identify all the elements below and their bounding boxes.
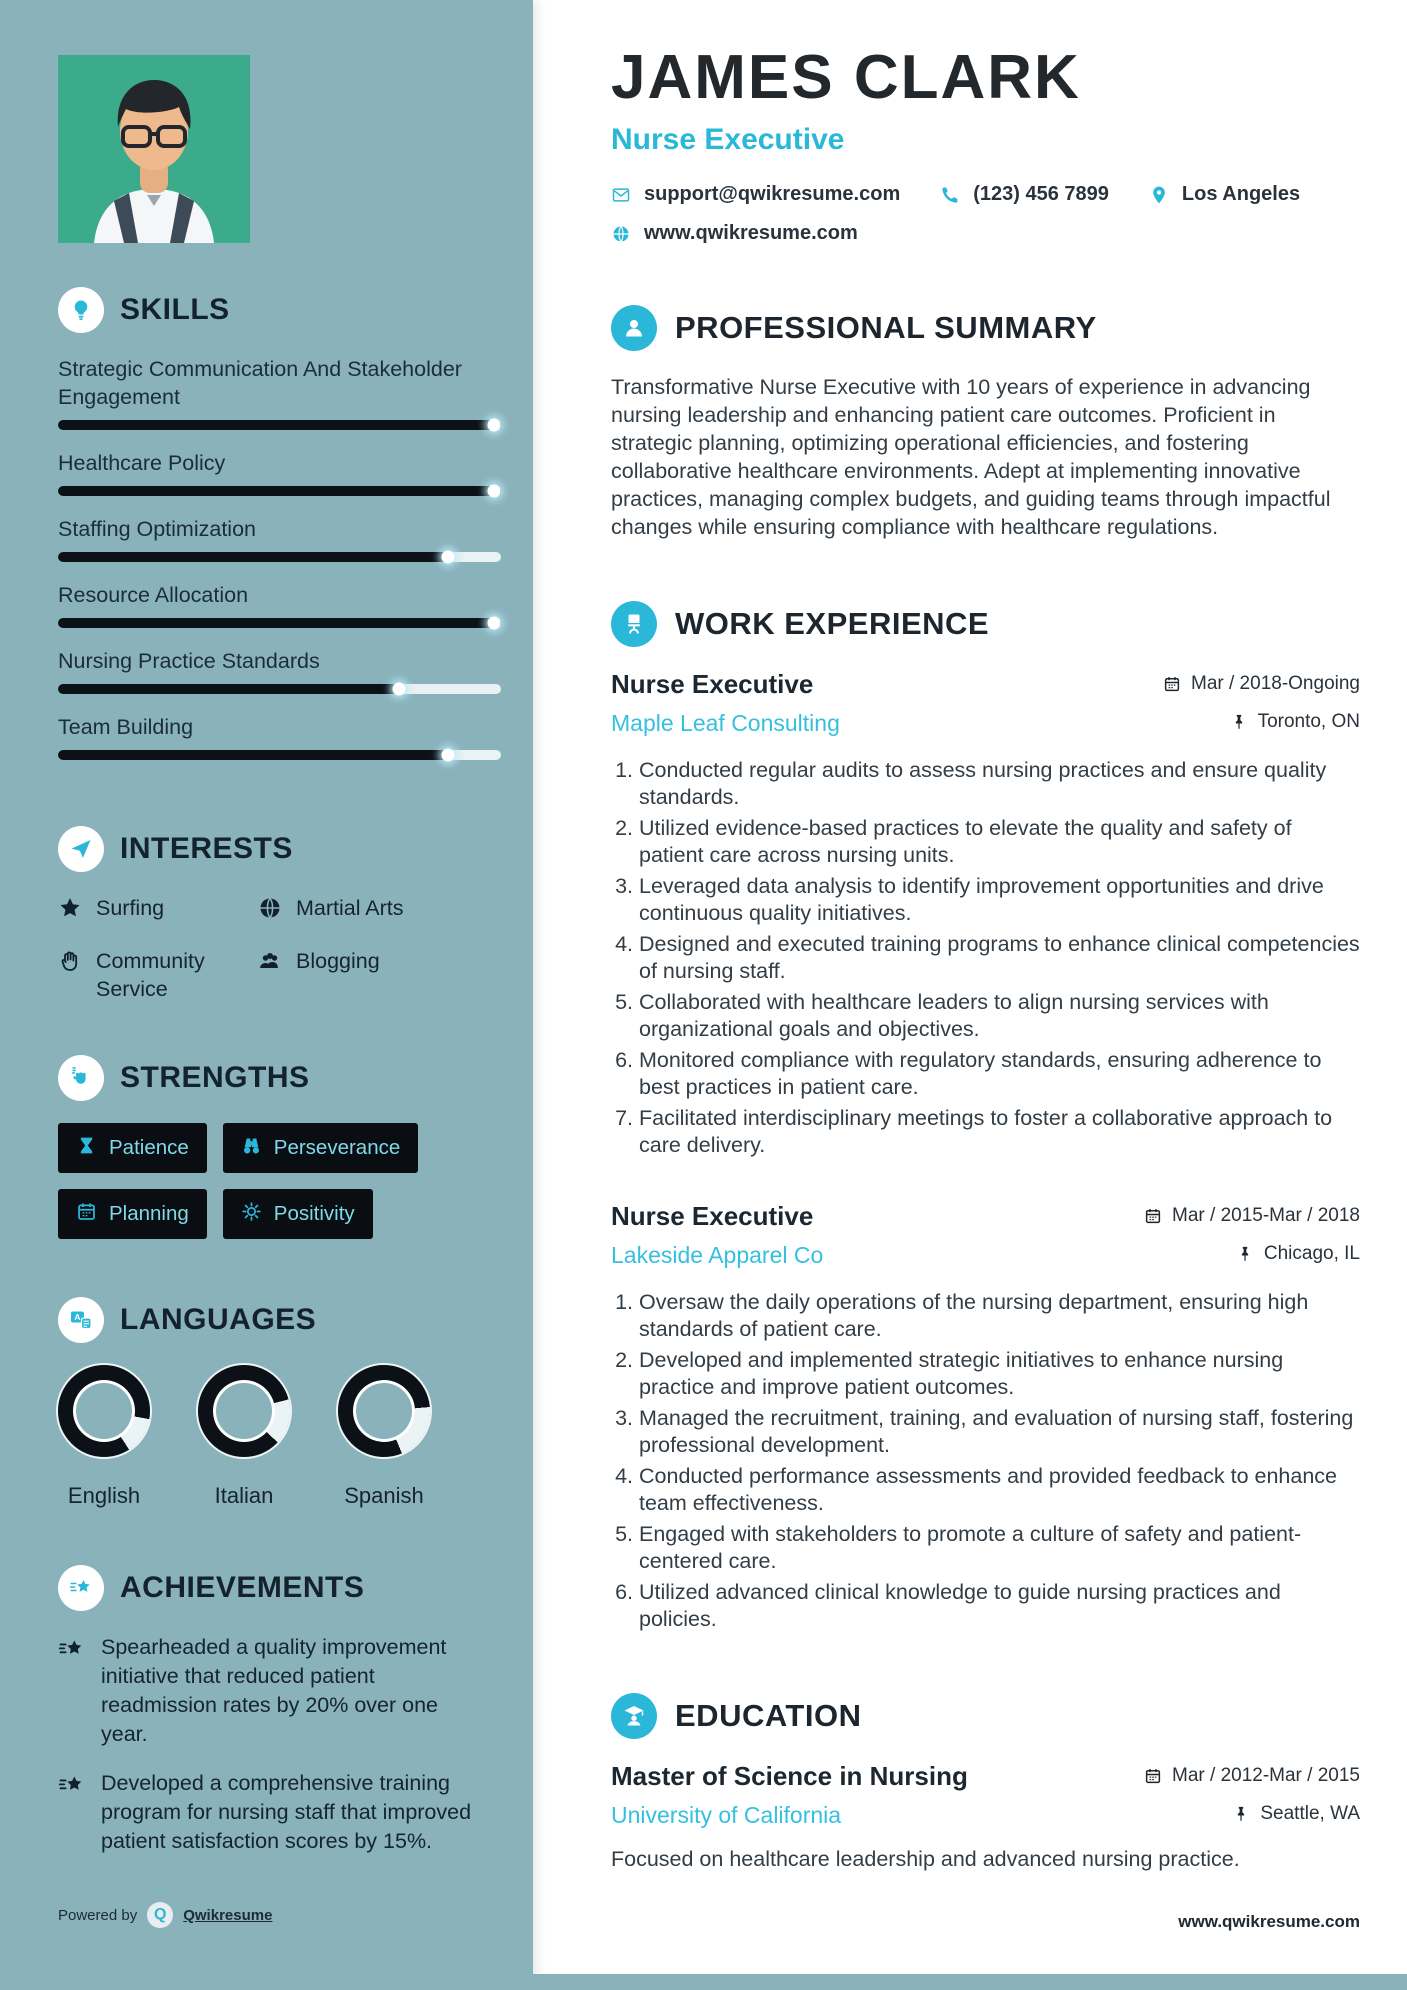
education-section: [611, 1693, 1360, 1873]
strength-badge: [58, 1189, 207, 1239]
education-dates: [1144, 1765, 1360, 1787]
summary-heading-row: [611, 305, 1360, 351]
skill-bar: [58, 750, 501, 760]
language-item: [198, 1365, 290, 1509]
paper-plane-icon: [58, 826, 104, 872]
skill-label: Healthcare Policy: [58, 451, 226, 475]
shooting-star-icon: [58, 1772, 85, 1799]
skill-bar-dot: [441, 551, 454, 564]
skill-bar: [58, 420, 501, 430]
phone-item: [940, 183, 1109, 206]
website-text: www.qwikresume.com: [644, 222, 858, 244]
education-heading-row: [611, 1693, 1360, 1739]
globe-icon: [611, 224, 631, 244]
skill-bar-dot: [488, 419, 501, 432]
contact-row-2: [611, 222, 1360, 245]
interest-label: Community Service: [96, 949, 205, 1001]
skill-label: Resource Allocation: [58, 583, 249, 607]
interests-list: [58, 894, 503, 1003]
job2-company: Lakeside Apparel Co: [611, 1242, 824, 1268]
skill-bar-dot: [488, 617, 501, 630]
skill-bar-fill: [58, 618, 501, 628]
education-degree: Master of Science in Nursing: [611, 1761, 968, 1791]
main-column: [533, 0, 1407, 1873]
donut-hole: [216, 1383, 272, 1439]
job1-dates: [1163, 673, 1360, 695]
strength-badge: [58, 1123, 207, 1173]
languages-heading: LANGUAGES: [120, 1303, 317, 1336]
users-icon: [258, 947, 282, 1003]
skill-bar-dot: [488, 485, 501, 498]
calendar-icon: [1163, 675, 1181, 693]
skill-bar-fill: [58, 552, 448, 562]
skill-label: Strategic Communication And Stakeholder Engagement: [58, 357, 462, 409]
profile-photo: [58, 55, 250, 243]
candidate-name: JAMES CLARK: [611, 43, 1081, 112]
summary-section: [611, 305, 1360, 541]
skill-item: [58, 515, 503, 562]
achievement-text: Developed a comprehensive training program for nursing staff that improved patient satisfaction scores by 15%.: [101, 1771, 472, 1853]
language-donut-chart: [58, 1365, 150, 1457]
candidate-title: Nurse Executive: [611, 123, 845, 156]
footer-accent-bar: [0, 1974, 1407, 1990]
interest-item: [258, 894, 483, 927]
strength-badge: [223, 1189, 373, 1239]
skills-heading-row: [58, 287, 503, 333]
skill-bar-fill: [58, 684, 399, 694]
experience-section: [611, 601, 1360, 1633]
achievements-heading: ACHIEVEMENTS: [120, 1571, 365, 1604]
lightbulb-icon: [58, 287, 104, 333]
job-bullet: 5. Collaborated with healthcare leaders to align nursing services with organizational goals and objectives.: [639, 989, 1360, 1043]
achievement-item: [58, 1769, 503, 1856]
education-location-text: Seattle, WA: [1260, 1803, 1360, 1824]
translate-icon: [58, 1297, 104, 1343]
interest-label: Martial Arts: [296, 896, 404, 920]
job-bullet: 6. Monitored compliance with regulatory standards, ensuring adherence to best practices in patient care.: [639, 1047, 1360, 1101]
strengths-heading: STRENGTHS: [120, 1061, 310, 1094]
email-text: support@qwikresume.com: [644, 183, 901, 205]
calendar-icon: [1144, 1767, 1162, 1785]
fist-icon: [58, 1055, 104, 1101]
job2-company-row: [611, 1232, 1360, 1269]
hand-icon: [58, 947, 82, 1003]
education-title-row: [611, 1761, 1360, 1792]
shooting-star-icon: [58, 1636, 85, 1663]
achievement-item: [58, 1633, 503, 1749]
svg-text:A: A: [74, 1312, 81, 1322]
hourglass-icon: [76, 1135, 97, 1161]
job-bullet: 4. Conducted performance assessments and provided feedback to enhance team effectiveness.: [639, 1463, 1360, 1517]
phone-icon: [940, 185, 960, 205]
language-donut-chart: [198, 1365, 290, 1457]
job-bullet: 3. Managed the recruitment, training, and evaluation of nursing staff, fostering professional development.: [639, 1405, 1360, 1459]
job-bullet: 1. Conducted regular audits to assess nursing practices and ensure quality standards.: [639, 757, 1360, 811]
skill-bar: [58, 486, 501, 496]
education-school: University of California: [611, 1802, 842, 1828]
phone-text: (123) 456 7899: [973, 183, 1109, 205]
footer-website-link[interactable]: www.qwikresume.com: [1178, 1912, 1360, 1931]
language-label: Spanish: [344, 1483, 424, 1508]
language-item: [338, 1365, 430, 1509]
strengths-heading-row: [58, 1055, 503, 1101]
calendar-icon: [76, 1201, 97, 1227]
map-pin-icon: [1149, 185, 1169, 205]
interest-label: Blogging: [296, 949, 380, 973]
summary-heading: PROFESSIONAL SUMMARY: [675, 310, 1097, 345]
achievements-section: [58, 1565, 503, 1856]
job-bullet: 2. Developed and implemented strategic initiatives to enhance nursing practice and improve patient outcomes.: [639, 1347, 1360, 1401]
job1-title-row: [611, 669, 1360, 700]
languages-section: [58, 1297, 503, 1509]
achievements-heading-row: [58, 1565, 503, 1611]
job1-bullets: [611, 757, 1360, 1159]
sun-icon: [241, 1201, 262, 1227]
languages-heading-row: [58, 1297, 503, 1343]
skill-bar: [58, 552, 501, 562]
job-entry-1: [611, 669, 1360, 1159]
interest-item: [58, 894, 258, 927]
language-donut-chart: [338, 1365, 430, 1457]
interests-heading: INTERESTS: [120, 832, 293, 865]
job-bullet: 7. Facilitated interdisciplinary meetings to foster a collaborative approach to care delivery.: [639, 1105, 1360, 1159]
calendar-icon: [1144, 1207, 1162, 1225]
interest-item: [58, 947, 258, 1003]
language-label: Italian: [214, 1483, 274, 1508]
skill-label: Team Building: [58, 715, 194, 739]
job-bullet: 1. Oversaw the daily operations of the nursing department, ensuring high standards of patient care.: [639, 1289, 1360, 1343]
experience-heading-row: [611, 601, 1360, 647]
interest-item: [258, 947, 483, 1003]
pushpin-icon: [1236, 1245, 1254, 1263]
education-dates-text: Mar / 2012-Mar / 2015: [1172, 1765, 1360, 1786]
envelope-icon: [611, 185, 631, 205]
skill-label: Nursing Practice Standards: [58, 649, 320, 673]
language-item: [58, 1365, 150, 1509]
binoculars-icon: [241, 1135, 262, 1161]
job2-bullets: [611, 1289, 1360, 1633]
skills-heading: SKILLS: [120, 293, 230, 326]
interest-label: Surfing: [96, 896, 165, 920]
job1-location: [1230, 711, 1360, 733]
website-item: [611, 222, 858, 245]
job1-dates-text: Mar / 2018-Ongoing: [1191, 673, 1360, 694]
skills-list: [58, 355, 503, 760]
globe-icon: [258, 894, 282, 927]
job-bullet: 6. Utilized advanced clinical knowledge to guide nursing practices and policies.: [639, 1579, 1360, 1633]
qwikresume-link[interactable]: Qwikresume: [183, 1906, 273, 1924]
job-entry-2: [611, 1201, 1360, 1633]
office-chair-icon: [611, 601, 657, 647]
interests-heading-row: [58, 826, 503, 872]
education-school-row: [611, 1792, 1360, 1829]
person-icon: [611, 305, 657, 351]
skill-item: [58, 355, 503, 430]
language-label: English: [67, 1483, 141, 1508]
job2-location: [1236, 1243, 1360, 1265]
strengths-section: [58, 1055, 503, 1239]
strength-label: Positivity: [273, 1202, 355, 1225]
skill-bar-dot: [393, 683, 406, 696]
job-bullet: 5. Engaged with stakeholders to promote a culture of safety and patient-centered care.: [639, 1521, 1360, 1575]
donut-hole: [356, 1383, 412, 1439]
education-description: Focused on healthcare leadership and advanced nursing practice.: [611, 1847, 1240, 1871]
pushpin-icon: [1232, 1805, 1250, 1823]
location-item: [1149, 183, 1300, 206]
job2-title-row: [611, 1201, 1360, 1232]
skill-label: Staffing Optimization: [58, 517, 256, 541]
sidebar: [0, 0, 533, 1990]
pushpin-icon: [1230, 713, 1248, 731]
job1-location-text: Toronto, ON: [1257, 711, 1360, 732]
star-icon: [58, 894, 82, 927]
skill-bar-fill: [58, 486, 501, 496]
skill-bar: [58, 618, 501, 628]
skill-bar-fill: [58, 420, 501, 430]
job1-title: Nurse Executive: [611, 669, 814, 699]
job-bullet: 4. Designed and executed training programs to enhance clinical competencies of nursing staff.: [639, 931, 1360, 985]
strength-label: Planning: [109, 1202, 189, 1225]
skills-section: [58, 287, 503, 760]
education-heading: EDUCATION: [675, 1698, 862, 1733]
achievements-list: [58, 1633, 503, 1856]
skill-item: [58, 449, 503, 496]
job2-dates-text: Mar / 2015-Mar / 2018: [1172, 1205, 1360, 1226]
email-item: [611, 183, 900, 206]
languages-list: [58, 1365, 503, 1509]
experience-heading: WORK EXPERIENCE: [675, 606, 990, 641]
education-entry: [611, 1761, 1360, 1873]
job2-location-text: Chicago, IL: [1263, 1243, 1360, 1264]
donut-hole: [76, 1383, 132, 1439]
skill-item: [58, 581, 503, 628]
education-location: [1232, 1803, 1360, 1825]
strength-label: Perseverance: [273, 1136, 401, 1159]
location-text: Los Angeles: [1181, 183, 1301, 205]
strength-label: Patience: [109, 1136, 189, 1159]
qwikresume-logo-icon: Q: [147, 1902, 173, 1928]
graduate-icon: [611, 1693, 657, 1739]
job-bullet: 3. Leveraged data analysis to identify improvement opportunities and drive continuous quality initiatives.: [639, 873, 1360, 927]
job1-company-row: [611, 700, 1360, 737]
strength-badge: [223, 1123, 418, 1173]
job2-title: Nurse Executive: [611, 1201, 814, 1231]
powered-by-label: Powered by: [58, 1906, 138, 1924]
job2-dates: [1144, 1205, 1360, 1227]
contact-row-1: [611, 183, 1360, 206]
summary-text: Transformative Nurse Executive with 10 years of experience in advancing nursing leadership and enhancing patient care outcomes. Proficient in strategic planning, optimizing operational efficiencies, and fostering collaborative healthcare environments. Adept at implementing innovative practices, managing complex budgets, and guiding teams through impactful changes while ensuring compliance with healthcare regulations.: [611, 375, 1331, 539]
sidebar-footer: [58, 1902, 272, 1928]
skill-bar: [58, 684, 501, 694]
job-bullet: 2. Utilized evidence-based practices to elevate the quality and safety of patient care across nursing units.: [639, 815, 1360, 869]
skill-bar-dot: [441, 749, 454, 762]
skill-item: [58, 713, 503, 760]
shooting-star-icon: [58, 1565, 104, 1611]
interests-section: [58, 826, 503, 1003]
skill-item: [58, 647, 503, 694]
achievement-text: Spearheaded a quality improvement initiative that reduced patient readmission rates by 20% over one year.: [101, 1635, 447, 1746]
skill-bar-fill: [58, 750, 448, 760]
strengths-list: [58, 1123, 503, 1239]
job1-company: Maple Leaf Consulting: [611, 710, 840, 736]
